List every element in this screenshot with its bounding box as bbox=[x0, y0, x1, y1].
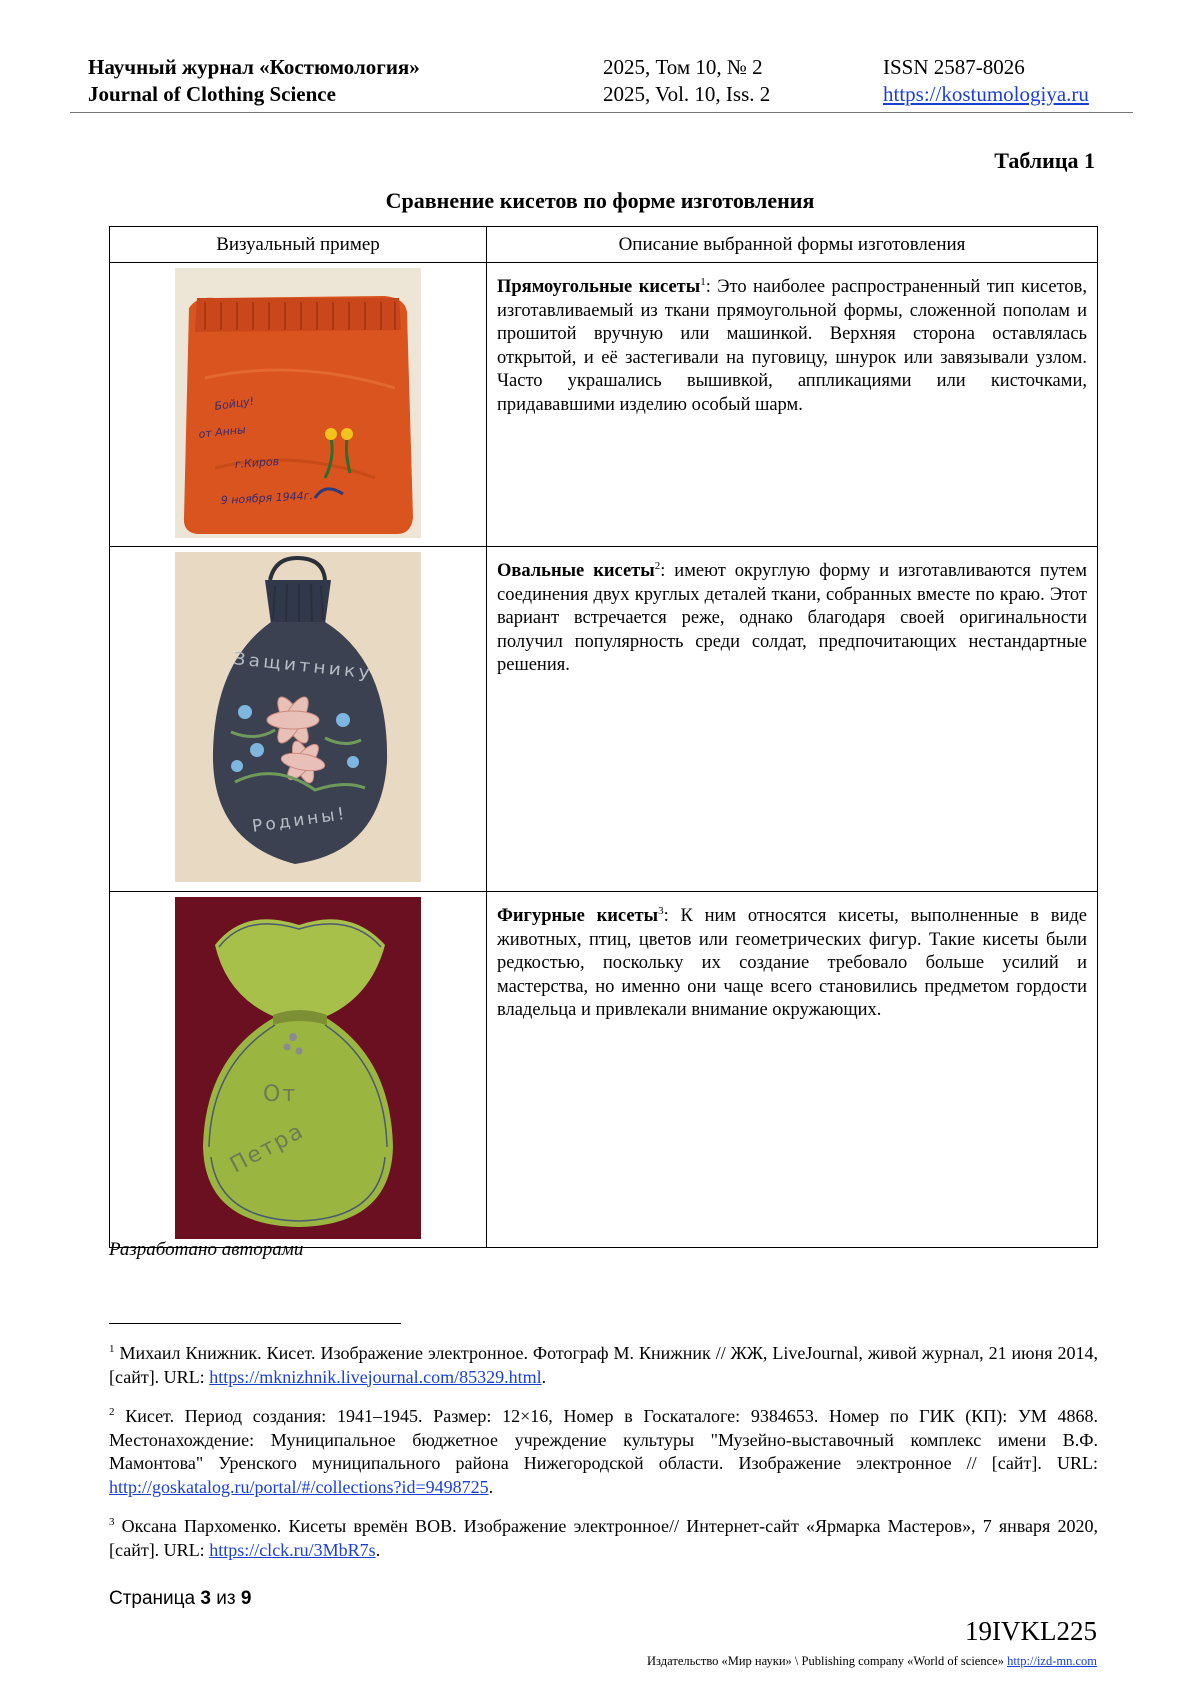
publisher-text: Издательство «Мир науки» \ Publishing company «World of science» bbox=[647, 1654, 1008, 1668]
figured-pouch-image bbox=[175, 897, 421, 1239]
footnote bbox=[109, 1338, 1098, 1389]
footnote-link[interactable]: https://mknizhnik.livejournal.com/85329.html bbox=[209, 1366, 542, 1387]
description-cell bbox=[487, 547, 1098, 892]
publisher-line bbox=[647, 1654, 1097, 1669]
image-cell bbox=[110, 547, 487, 892]
term-label: Овальные кисеты bbox=[497, 561, 655, 582]
total-pages: 9 bbox=[240, 1588, 252, 1609]
journal-title-block bbox=[88, 54, 420, 108]
footnote-divider bbox=[109, 1323, 401, 1324]
footnote bbox=[109, 1511, 1098, 1562]
issn-block bbox=[883, 54, 1089, 108]
term-description: : имеют округлую форму и изготавливаются путем соединения двух круглых деталей ткани, собранных вместе по краю. Этот вариант встречается реже, однако благодаря своей оригинальности получил популярность среди солдат, предпочитающих нестандартные решения. bbox=[497, 561, 1087, 676]
footnote-number: 1 bbox=[109, 1343, 115, 1355]
journal-header bbox=[88, 54, 1133, 110]
footnote-ref: 3 bbox=[658, 905, 664, 917]
table-row bbox=[110, 892, 1098, 1248]
footnote-link[interactable]: http://goskatalog.ru/portal/#/collections?id=9498725 bbox=[109, 1476, 489, 1497]
pouch3-inscription-line: От bbox=[263, 1082, 298, 1107]
term-label: Прямоугольные кисеты bbox=[497, 277, 701, 298]
article-code: 19IVKL225 bbox=[965, 1616, 1097, 1646]
journal-title-en: Journal of Clothing Science bbox=[88, 82, 336, 106]
pouch3-inscription-line: Петра bbox=[226, 1118, 309, 1179]
table-number: Таблица 1 bbox=[994, 148, 1095, 173]
table-row bbox=[110, 263, 1098, 547]
footnotes bbox=[109, 1338, 1098, 1574]
current-page: 3 bbox=[200, 1588, 211, 1609]
issue-ru: 2025, Том 10, № 2 bbox=[603, 55, 763, 79]
description-cell bbox=[487, 892, 1098, 1248]
issn: ISSN 2587-8026 bbox=[883, 55, 1025, 79]
pouch1-inscription-line: 9 ноября 1944г. bbox=[220, 489, 314, 507]
footnote-number: 3 bbox=[109, 1516, 115, 1528]
image-cell bbox=[110, 263, 487, 547]
column-header-visual: Визуальный пример bbox=[110, 227, 487, 263]
pouch2-inscription-line: Защитнику bbox=[232, 649, 362, 683]
footnote-text: Михаил Книжник. Кисет. Изображение электронное. Фотограф М. Книжник // ЖЖ, LiveJournal, живой журнал, 21 июня 2014, [сайт]. URL: bbox=[109, 1343, 1098, 1387]
footnote-number: 2 bbox=[109, 1406, 115, 1418]
footnote-tail: . bbox=[488, 1476, 494, 1497]
journal-title-ru: Научный журнал «Костюмология» bbox=[88, 55, 420, 79]
table-header-row bbox=[110, 227, 1098, 263]
footnote-ref: 2 bbox=[654, 560, 661, 572]
pouch1-inscription-line: Бойцу! bbox=[213, 394, 255, 413]
table-row bbox=[110, 547, 1098, 892]
image-cell bbox=[110, 892, 487, 1248]
term-label: Фигурные кисеты bbox=[497, 906, 659, 927]
issue-en: 2025, Vol. 10, Iss. 2 bbox=[603, 82, 771, 106]
issue-block bbox=[603, 54, 770, 108]
page-word: Страница bbox=[109, 1588, 196, 1609]
footnote-link[interactable]: https://clck.ru/3MbR7s bbox=[209, 1539, 376, 1560]
footnote-tail: . bbox=[541, 1366, 547, 1387]
footnote-text: Оксана Пархоменко. Кисеты времён ВОВ. Изображение электронное// Интернет-сайт «Ярмарка Мастеров», 7 января 2020, [сайт]. URL: bbox=[109, 1516, 1098, 1560]
term-description: : К ним относятся кисеты, выполненные в виде животных, птиц, цветов или геометрических фигур. Такие кисеты были редкостью, поскольку их создание требовало больше усилий и мастерства, но именно они чаще всего становились предметом гордости владельца и привлекали внимание окружающих. bbox=[497, 906, 1087, 1021]
page-of: из bbox=[216, 1588, 236, 1609]
table-caption: Разработано авторами bbox=[109, 1239, 304, 1260]
footnote-tail: . bbox=[375, 1539, 381, 1560]
term-description: : Это наиболее распространенный тип кисетов, изготавливаемый из ткани прямоугольной формы, сложенной пополам и прошитой вручную или машинкой. Верхняя сторона оставлялась открытой, и её застегивали на пуговицу, шнурок или завязывали узлом. Часто украшались вышивкой, аппликациями или кисточками, придававшими изделию особый шарм. bbox=[497, 277, 1087, 415]
footnote bbox=[109, 1401, 1098, 1499]
publisher-link[interactable]: http://izd-mn.com bbox=[1007, 1654, 1097, 1668]
description-cell bbox=[487, 263, 1098, 547]
pouch2-inscription-line: Родины! bbox=[250, 803, 349, 837]
page-counter bbox=[109, 1588, 251, 1610]
comparison-table bbox=[109, 226, 1098, 1248]
pouch1-inscription-line: от Анны bbox=[197, 423, 247, 441]
pouch1-inscription-line: г.Киров bbox=[234, 454, 280, 471]
column-header-description: Описание выбранной формы изготовления bbox=[487, 227, 1098, 263]
rectangular-pouch-image bbox=[175, 268, 421, 538]
footnote-text: Кисет. Период создания: 1941–1945. Размер: 12×16, Номер в Госкаталоге: 9384653. Номер по ГИК (КП): УМ 4868. Местонахождение: Муниципальное бюджетное учреждение культуры "Музейно-выставочный комплекс имени В.Ф. Мамонтова" Уренского муниципального района Нижегородской области. Изображение электронное // [сайт]. URL: bbox=[109, 1406, 1098, 1473]
footnote-ref: 1 bbox=[700, 276, 706, 288]
header-divider bbox=[70, 112, 1133, 113]
journal-url-link[interactable]: https://kostumologiya.ru bbox=[883, 82, 1089, 106]
table-title: Сравнение кисетов по форме изготовления bbox=[385, 188, 815, 213]
oval-pouch-image bbox=[175, 552, 421, 882]
